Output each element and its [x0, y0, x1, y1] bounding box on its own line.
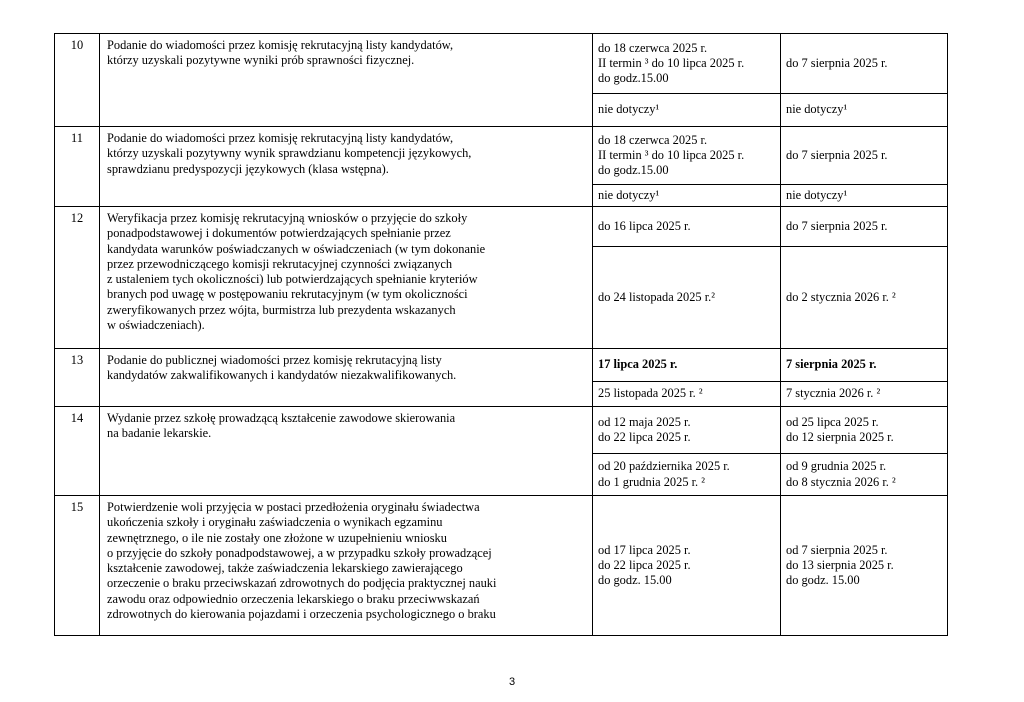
- term-first: od 12 maja 2025 r. do 22 lipca 2025 r.: [593, 407, 781, 454]
- table-row: [55, 34, 948, 94]
- row-number: 13: [55, 349, 100, 407]
- recruitment-schedule-table: [54, 33, 948, 636]
- term-supplementary: od 9 grudnia 2025 r. do 8 stycznia 2026 r. ²: [781, 454, 948, 496]
- row-number: 11: [55, 127, 100, 207]
- row-description: Weryfikacja przez komisję rekrutacyjną wniosków o przyjęcie do szkoły ponadpodstawowej i dokumentów potwierdzających spełnianie przez kandydata warunków poświadczanych w oświadczeniach (w tym dokonanie przez przewodniczącego komisji rekrutacyjnej czynności związanych z ustaleniem tych okoliczności) lub potwierdzających spełnianie kryteriów branych pod uwagę w postępowaniu rekrutacyjnym (w tym okoliczności zweryfikowanych przez wójta, burmistrza lub prezydenta wskazanych w oświadczeniach).: [100, 207, 593, 349]
- term-supplementary: do 2 stycznia 2026 r. ²: [781, 247, 948, 349]
- table-row: [55, 349, 948, 382]
- row-description: Podanie do wiadomości przez komisję rekrutacyjną listy kandydatów, którzy uzyskali pozytywne wyniki prób sprawności fizycznej.: [100, 34, 593, 127]
- table-row: [55, 127, 948, 185]
- term-first: nie dotyczy¹: [593, 94, 781, 127]
- term-supplementary: nie dotyczy¹: [781, 94, 948, 127]
- row-description: Podanie do publicznej wiadomości przez komisję rekrutacyjną listy kandydatów zakwalifikowanych i kandydatów niezakwalifikowanych.: [100, 349, 593, 407]
- term-first: 25 listopada 2025 r. ²: [593, 382, 781, 407]
- row-description: Potwierdzenie woli przyjęcia w postaci przedłożenia oryginału świadectwa ukończenia szkoły i oryginału zaświadczenia o wynikach egzaminu zewnętrznego, o ile nie zostały one złożone w uzupełnieniu wniosku o przyjęcie do szkoły ponadpodstawowej, a w przypadku szkoły prowadzącej kształcenie zawodowej, także zaświadczenia lekarskiego zawierającego orzeczenie o braku przeciwskazań zdrowotnych do podjęcia praktycznej nauki zawodu oraz odpowiednio orzeczenia lekarskiego o braku przeciwwskazań zdrowotnych do kierowania pojazdami i orzeczenia psychologicznego o braku: [100, 496, 593, 636]
- term-first: od 17 lipca 2025 r. do 22 lipca 2025 r. do godz. 15.00: [593, 496, 781, 636]
- term-first: od 20 października 2025 r. do 1 grudnia 2025 r. ²: [593, 454, 781, 496]
- term-first: do 18 czerwca 2025 r. II termin ³ do 10 lipca 2025 r. do godz.15.00: [593, 34, 781, 94]
- term-supplementary: nie dotyczy¹: [781, 185, 948, 207]
- row-number: 10: [55, 34, 100, 127]
- term-first: 17 lipca 2025 r.: [593, 349, 781, 382]
- term-supplementary: 7 sierpnia 2025 r.: [781, 349, 948, 382]
- table-row: [55, 207, 948, 247]
- term-first: do 24 listopada 2025 r.²: [593, 247, 781, 349]
- row-number: 15: [55, 496, 100, 636]
- term-supplementary: od 7 sierpnia 2025 r. do 13 sierpnia 2025 r. do godz. 15.00: [781, 496, 948, 636]
- term-first: do 18 czerwca 2025 r. II termin ³ do 10 lipca 2025 r. do godz.15.00: [593, 127, 781, 185]
- term-supplementary: od 25 lipca 2025 r. do 12 sierpnia 2025 r.: [781, 407, 948, 454]
- row-description: Podanie do wiadomości przez komisję rekrutacyjną listy kandydatów, którzy uzyskali pozytywny wynik sprawdzianu kompetencji językowych, sprawdzianu predyspozycji językowych (klasa wstępna).: [100, 127, 593, 207]
- table-row: [55, 496, 948, 636]
- term-supplementary: do 7 sierpnia 2025 r.: [781, 34, 948, 94]
- row-number: 12: [55, 207, 100, 349]
- row-number: 14: [55, 407, 100, 496]
- term-supplementary: 7 stycznia 2026 r. ²: [781, 382, 948, 407]
- term-supplementary: do 7 sierpnia 2025 r.: [781, 207, 948, 247]
- term-supplementary: do 7 sierpnia 2025 r.: [781, 127, 948, 185]
- term-first: do 16 lipca 2025 r.: [593, 207, 781, 247]
- table-row: [55, 407, 948, 454]
- term-first: nie dotyczy¹: [593, 185, 781, 207]
- row-description: Wydanie przez szkołę prowadzącą kształcenie zawodowe skierowania na badanie lekarskie.: [100, 407, 593, 496]
- page-number: 3: [508, 676, 516, 688]
